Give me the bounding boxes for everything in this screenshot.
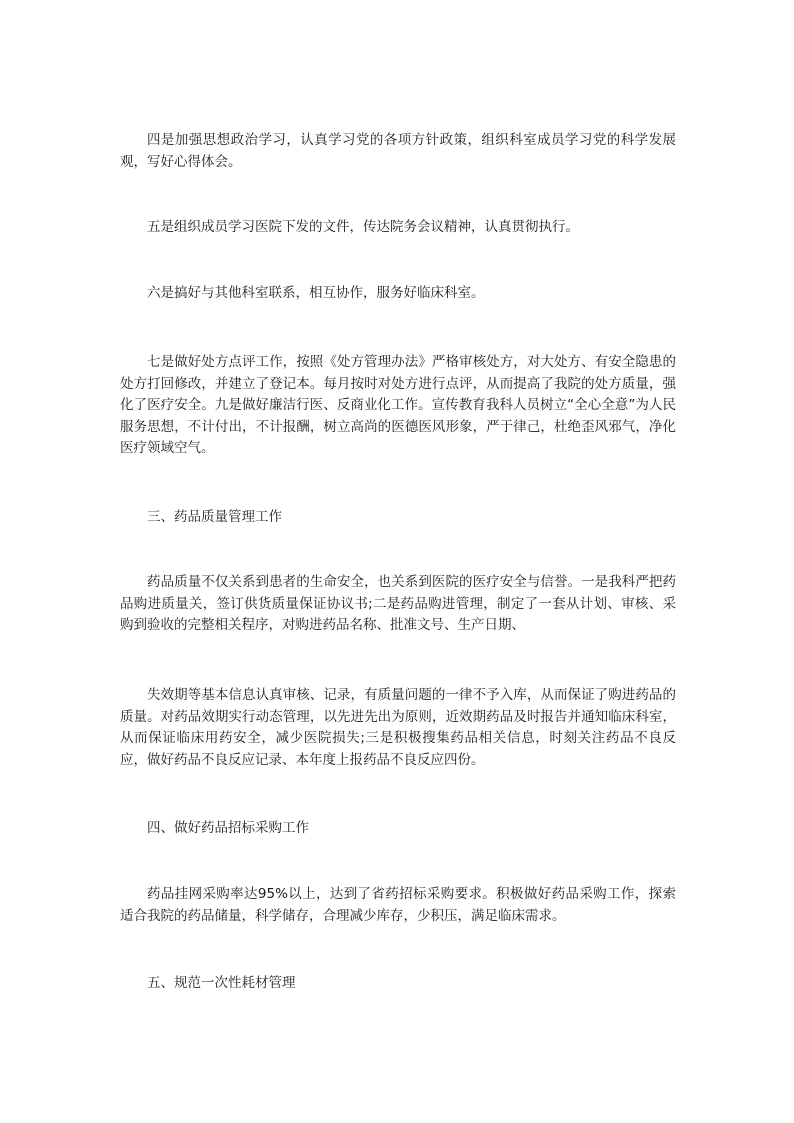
paragraph-prescription-review: 七是做好处方点评工作，按照《处方管理办法》严格审核处方，对大处方、有安全隐患的处方打回修改，并建立了登记本。每月按时对处方进行点评，从而提高了我院的处方质量，强化了医疗安全。九是做好廉洁行医、反商业化工作。宣传教育我科人员树立“全心全意”为人民服务思想，不计付出，不计报酬，树立高尚的医德医风形象，严于律己，杜绝歪风邪气，净化医疗领域空气。: [120, 354, 676, 456]
paragraph-political-study: 四是加强思想政治学习，认真学习党的各项方针政策，组织科室成员学习党的科学发展观，写好心得体会。: [120, 132, 676, 170]
section-heading-consumables: 五、规范一次性耗材管理: [147, 975, 296, 991]
section-heading-drug-procurement: 四、做好药品招标采购工作: [147, 820, 309, 836]
section-heading-drug-quality: 三、药品质量管理工作: [147, 509, 282, 525]
paragraph-drug-quality: 药品质量不仅关系到患者的生命安全，也关系到医院的医疗安全与信誉。一是我科严把药品购进质量关，签订供货质量保证协议书;二是药品购进管理，制定了一套从计划、审核、采购到验收的完整相关程序，对购进药品名称、批准文号、生产日期、: [120, 574, 676, 633]
paragraph-department-cooperation: 六是搞好与其他科室联系，相互协作，服务好临床科室。: [147, 285, 485, 301]
paragraph-drug-procurement: 药品挂网采购率达95%以上，达到了省药招标采购要求。积极做好药品采购工作，探索适合我院的药品储量，科学储存，合理减少库存，少积压，满足临床需求。: [120, 886, 676, 924]
paragraph-expiry-management: 失效期等基本信息认真审核、记录，有质量问题的一律不予入库，从而保证了购进药品的质量。对药品效期实行动态管理，以先进先出为原则，近效期药品及时报告并通知临床科室，从而保证临床用药安全，减少医院损失;三是积极搜集药品相关信息，时刻关注药品不良反应，做好药品不良反应记录、本年度上报药品不良反应四份。: [120, 687, 676, 768]
paragraph-hospital-documents: 五是组织成员学习医院下发的文件，传达院务会议精神，认真贯彻执行。: [147, 219, 579, 235]
